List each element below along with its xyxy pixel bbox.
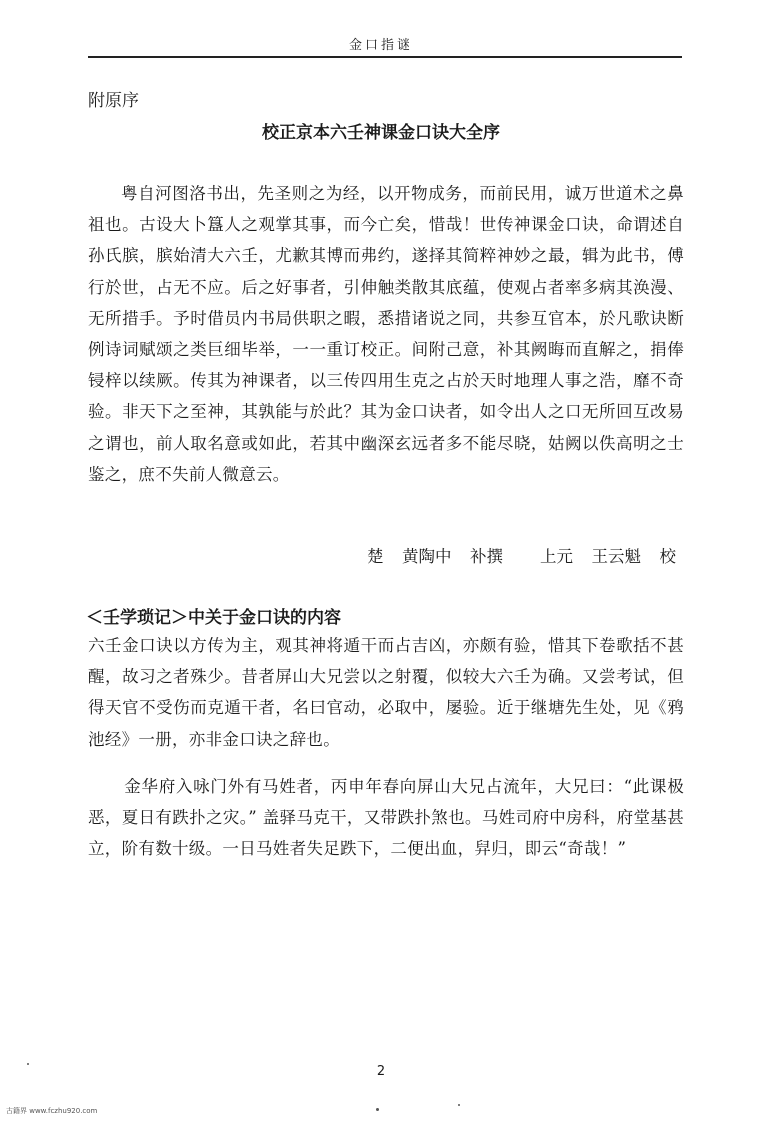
notes-paragraph-2: 金华府入咏门外有马姓者，丙申年春向屏山大兄占流年，大兄曰：“此课极恶，夏日有跌扑之灾。” 盖驿马克干，又带跌扑煞也。马姓司府中房科，府堂基甚立，阶有数十级。一日马姓者失足跌下，二便出血，舁归，即云“奇哉！”	[88, 777, 684, 859]
preface-signature: 楚 黄陶中 补撰 上元 王云魁 校	[367, 547, 676, 566]
preface-title: 校正京本六壬神课金口诀大全序	[262, 123, 500, 143]
preface-body: 粤自河图洛书出，先圣则之为经，以开物成务，而前民用，诚万世道术之鼻祖也。古设大卜簋人之观掌其事，而今亡矣，惜哉！世传神课金口诀，命谓述自孙氏膑，膑始清大六壬，尤歉其博而弗约，遂择其简粹神妙之最，辑为此书，傅行於世，占无不应。后之好事者，引伸触类散其底蕴，使观占者率多病其涣漫、无所措手。予时借员内书局供职之暇，悉措诸说之同，共参互官本，於凡歌诀断例诗词赋颂之类巨细毕举，一一重订校正。间附己意，补其阙晦而直解之，捐俸锓梓以续厥。传其为神课者，以三传四用生克之占於天时地理人事之浩，靡不奇验。非天下之至神，其孰能与於此？其为金口诀者，如令出人之口无所回互改易之谓也，前人取名意或如此，若其中幽深玄远者多不能尽晓，姑阙以佚高明之士鉴之，庶不失前人微意云。	[88, 184, 684, 484]
running-header: 金口指谜	[348, 38, 413, 53]
scan-speck	[458, 1104, 460, 1106]
scan-speck	[27, 1063, 29, 1065]
notes-heading: ＜壬学琐记＞中关于金口诀的内容	[86, 608, 341, 628]
page-number: 2	[376, 1064, 386, 1079]
header-rule	[88, 56, 682, 58]
appendix-label: 附原序	[88, 91, 139, 111]
scan-speck	[376, 1108, 379, 1111]
footer-watermark: 古籍界 www.fczhu920.com	[6, 1107, 98, 1115]
notes-paragraph-1: 六壬金口诀以方传为主，观其神将遁干而占吉凶，亦颇有验，惜其下卷歌括不甚醒，故习之者殊少。昔者屏山大兄尝以之射覆，似较大六壬为确。又尝考试，但得天官不受伤而克遁干者，名曰官动，必取中，屡验。近于继塘先生处，见《鸦池经》一册，亦非金口诀之辞也。	[88, 636, 684, 749]
